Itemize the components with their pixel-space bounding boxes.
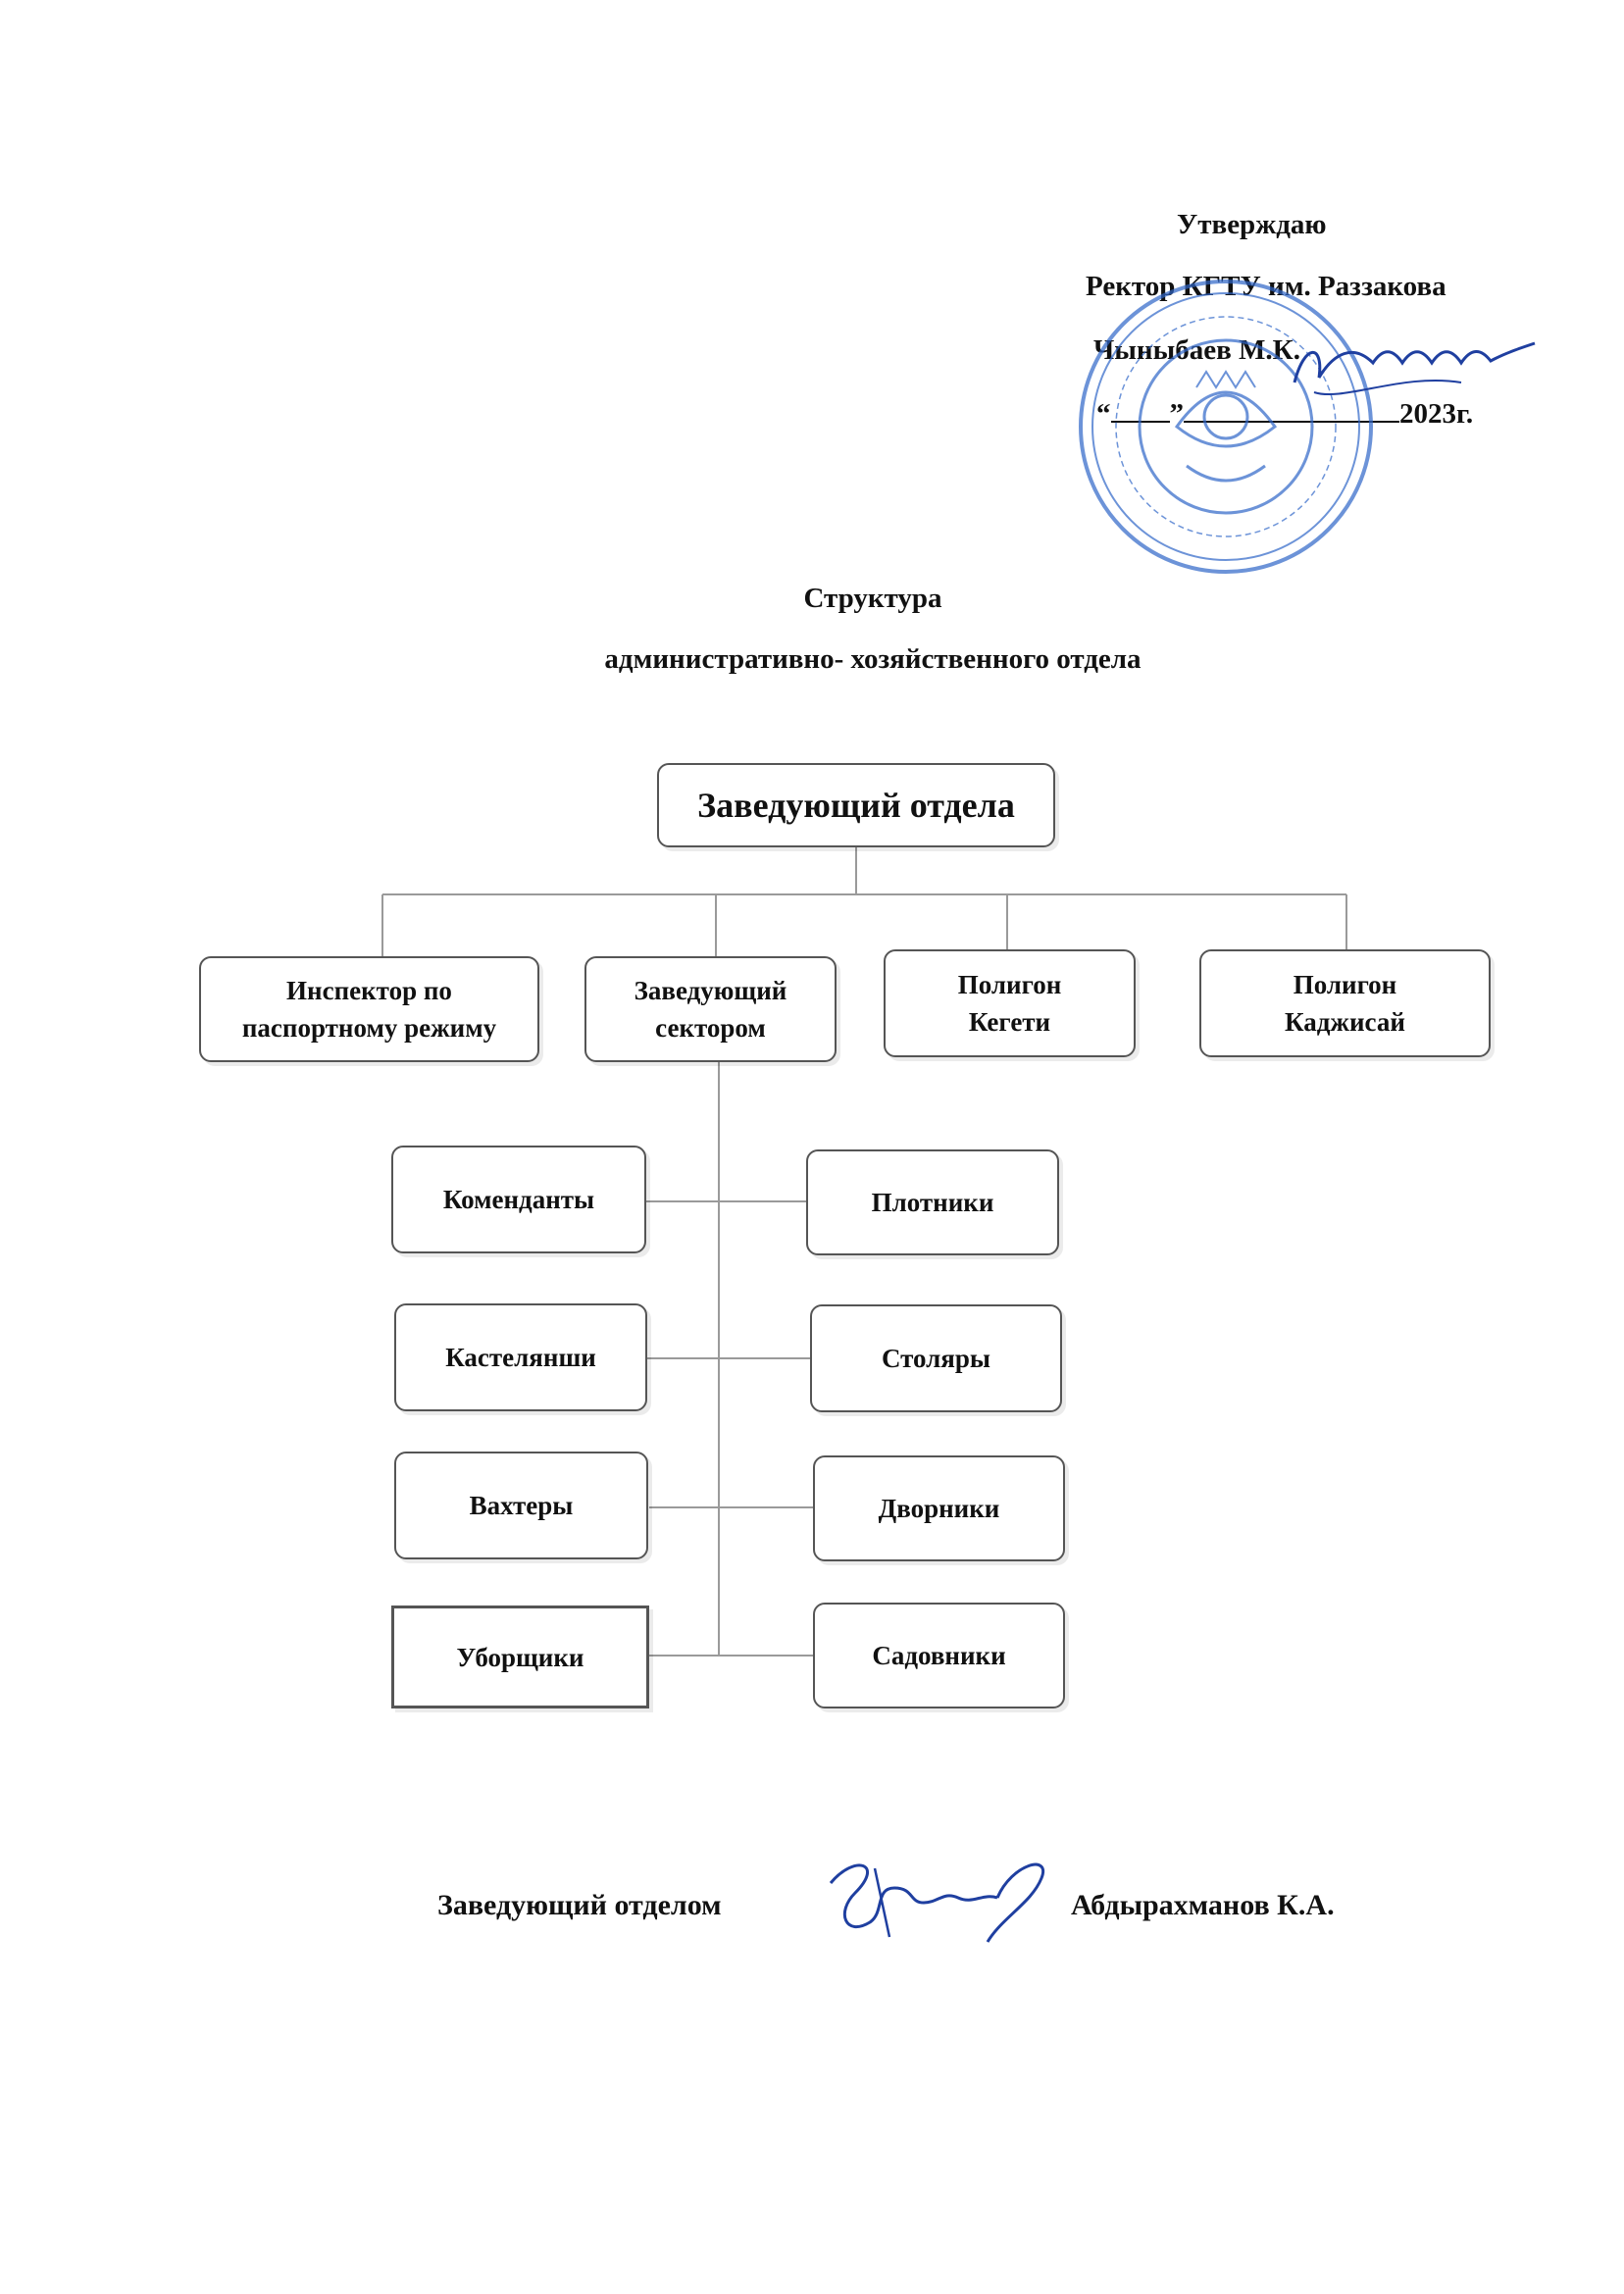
box-kadzhisai-site (1199, 949, 1491, 1057)
date-open-quote: “ (1096, 398, 1111, 430)
box-watchmen-label: Вахтеры (469, 1491, 574, 1520)
box-linen-keepers (394, 1303, 647, 1411)
document-title: Структура (803, 583, 942, 614)
approval-position: Ректор КГТУ им. Раззакова (1086, 271, 1446, 302)
box-carpenters (806, 1149, 1059, 1255)
box-kadzhisai-site-label: Полигон Каджисай (1285, 970, 1405, 1037)
box-sector-head (584, 956, 837, 1062)
box-commandants-label: Коменданты (442, 1185, 595, 1214)
box-department-head-label: Заведующий отдела (697, 786, 1015, 825)
box-joiners-label: Столяры (881, 1344, 991, 1373)
box-commandants (391, 1146, 646, 1253)
box-cleaners (391, 1606, 649, 1708)
box-watchmen (394, 1452, 648, 1559)
box-janitors (813, 1455, 1065, 1561)
box-carpenters-label: Плотники (871, 1188, 994, 1217)
signer-name: Абдырахманов К.А. (1071, 1889, 1335, 1921)
approval-name: Чыныбаев М.К. (1093, 334, 1300, 366)
box-passport-inspector-label: Инспектор по паспортному режиму (241, 976, 497, 1043)
box-kegeti-site-label: Полигон Кегети (957, 970, 1062, 1037)
box-cleaners-label: Уборщики (456, 1642, 584, 1672)
box-gardeners (813, 1603, 1065, 1708)
date-mid-quote: ” (1169, 398, 1184, 430)
date-year: 2023г. (1399, 398, 1474, 430)
box-linen-keepers-label: Кастелянши (445, 1343, 596, 1372)
box-kegeti-site (884, 949, 1136, 1057)
box-passport-inspector (199, 956, 539, 1062)
head-signature-icon (816, 1844, 1071, 1952)
box-joiners (810, 1304, 1062, 1412)
box-department-head (657, 763, 1055, 847)
document-subtitle: административно- хозяйственного отдела (604, 643, 1142, 675)
signer-position: Заведующий отделом (437, 1889, 722, 1921)
approval-title: Утверждаю (1177, 209, 1327, 240)
box-sector-head-label: Заведующий сектором (634, 976, 787, 1043)
box-janitors-label: Дворники (878, 1494, 1000, 1523)
box-gardeners-label: Садовники (872, 1641, 1006, 1670)
